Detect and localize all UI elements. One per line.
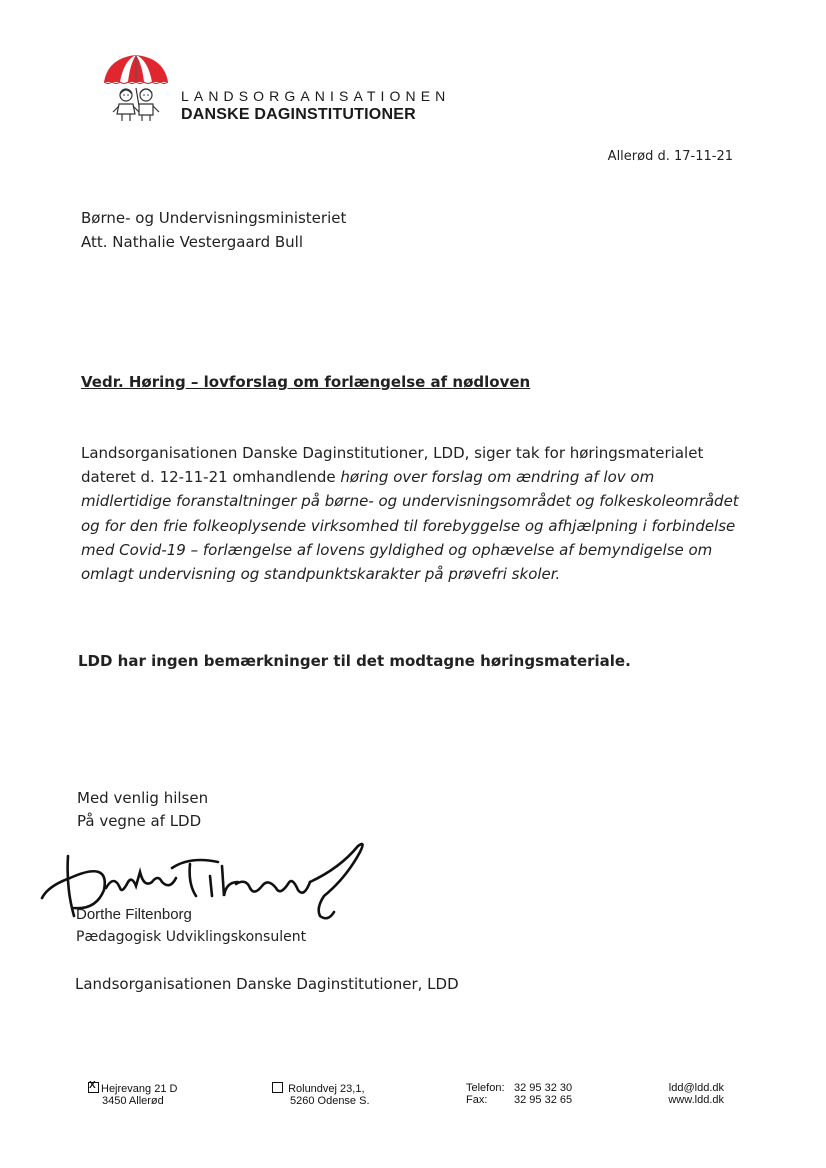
umbrella-children-logo — [100, 52, 172, 124]
website: www.ldd.dk — [668, 1094, 724, 1106]
org-name-line1: LANDSORGANISATIONEN — [181, 88, 451, 104]
closing-line2: På vegne af LDD — [77, 812, 202, 830]
address2-line1: Rolundvej 23,1, — [288, 1083, 365, 1095]
email: ldd@ldd.dk — [668, 1082, 724, 1094]
org-name-line2: DANSKE DAGINSTITUTIONER — [181, 106, 416, 123]
address1-line1: Hejrevang 21 D — [101, 1083, 178, 1095]
recipient-line2: Att. Nathalie Vestergaard Bull — [81, 233, 304, 251]
body-italic: høring over forslag om ændring af lov om midlertidige foranstaltninger på børne- og undervisningsområdet og folkeskoleområdet og for den frie folkeoplysende virksomhed til forebyggelse og afhjælpning i forbindelse med Covid-19 – forlængelse af lovens gyldighed og ophævelse af bemyndigelse om omlagt undervisning og standpunktskarakter på prøvefri skoler. — [81, 468, 739, 584]
signer-title: Pædagogisk Udviklingskonsulent — [76, 929, 307, 945]
fax-label: Fax: — [466, 1094, 488, 1106]
signer-name: Dorthe Filtenborg — [76, 906, 192, 923]
footer-contact — [668, 1082, 724, 1106]
unchecked-box-icon — [272, 1082, 283, 1093]
footer-address1 — [88, 1082, 177, 1107]
footer-address2 — [272, 1082, 370, 1107]
body-intro: Landsorganisationen Danske Daginstitutioner, LDD, siger tak for høringsmaterialet dateret d. 12-11-21 omhandlende — [81, 444, 704, 487]
phone-label: Telefon: — [466, 1082, 505, 1094]
subject-line: Vedr. Høring – lovforslag om forlængelse af nødloven — [81, 373, 531, 391]
footer-phone-fax — [466, 1082, 572, 1106]
phone-number: 32 95 32 30 — [514, 1082, 573, 1094]
statement: LDD har ingen bemærkninger til det modtagne høringsmateriale. — [78, 652, 631, 670]
body-paragraph — [81, 441, 741, 586]
recipient-line1: Børne- og Undervisningsministeriet — [81, 209, 347, 227]
organization-signoff: Landsorganisationen Danske Daginstitutioner, LDD — [75, 975, 459, 993]
address1-line2: 3450 Allerød — [102, 1095, 164, 1107]
checked-box-icon — [88, 1082, 99, 1093]
fax-number: 32 95 32 65 — [514, 1094, 573, 1106]
letter-date: Allerød d. 17-11-21 — [607, 149, 733, 164]
address2-line2: 5260 Odense S. — [290, 1095, 370, 1107]
closing-line1: Med venlig hilsen — [77, 789, 209, 807]
